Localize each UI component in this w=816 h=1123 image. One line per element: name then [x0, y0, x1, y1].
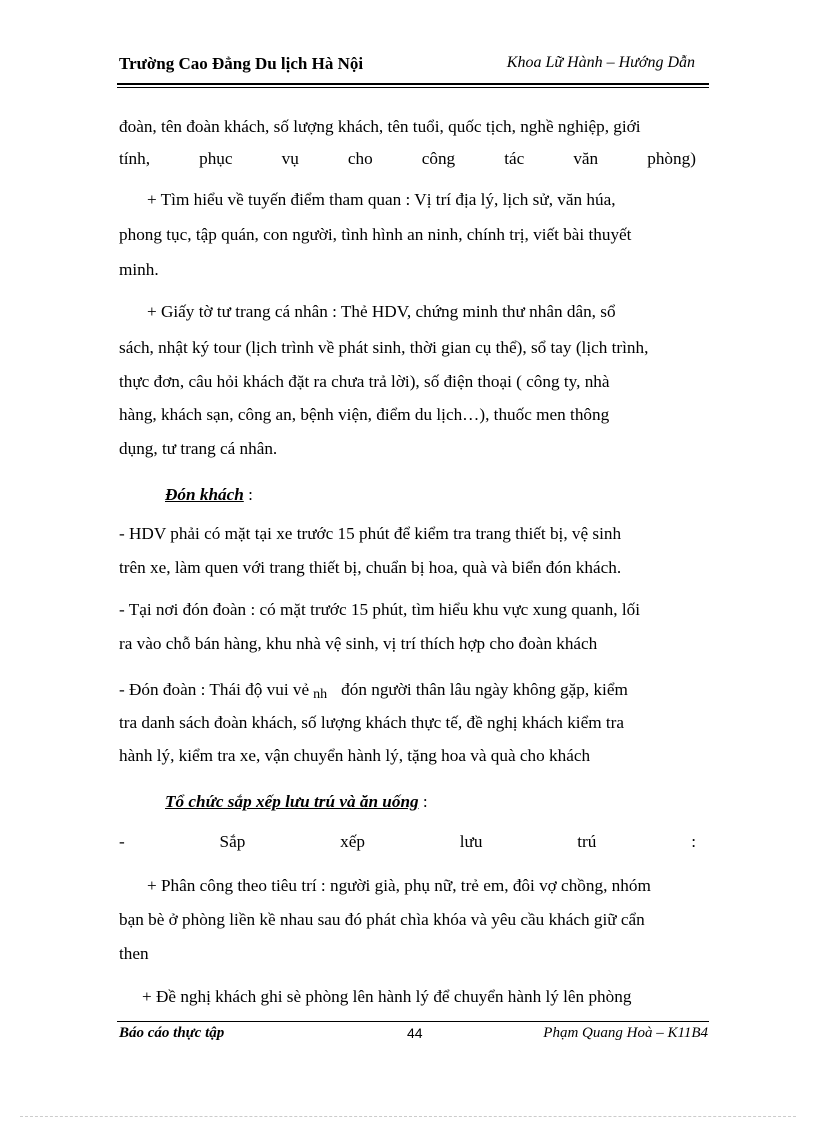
word: trú [577, 832, 597, 851]
word: phục [199, 149, 233, 168]
word: - [119, 832, 125, 851]
word: tính, [119, 149, 151, 168]
header-school-name: Trường Cao Đẳng Du lịch Hà Nội [119, 54, 364, 73]
p4-line1: - HDV phải có mặt tại xe trước 15 phút để kiểm tra trang thiết bị, vệ sinh [119, 524, 622, 543]
p6-line1-b: đón người thân lâu ngày không gặp, kiểm [341, 680, 628, 699]
footer-author: Phạm Quang Hoà – K11B4 [543, 1025, 708, 1041]
word: xếp [340, 832, 365, 851]
p7-line [119, 832, 696, 852]
heading-luu-tru-text: Tổ chức sắp xếp lưu trú và ăn uống [165, 792, 419, 811]
word: công [421, 149, 456, 168]
p5-line1: - Tại nơi đón đoàn : có mặt trước 15 phút, tìm hiểu khu vực xung quanh, lối [119, 600, 641, 619]
footer-report-title: Báo cáo thực tập [119, 1025, 225, 1041]
word: cho [347, 149, 373, 168]
p2-line2: phong tục, tập quán, con người, tình hình an ninh, chính trị, viết bài thuyết [119, 225, 632, 244]
p8-line2: bạn bè ở phòng liền kề nhau sau đó phát chìa khóa và yêu cầu khách giữ cẩn [119, 910, 645, 929]
word: tác [504, 149, 525, 168]
p6-line1 [119, 680, 628, 702]
p2-line3: minh. [119, 260, 159, 279]
p5-line2: ra vào chỗ bán hàng, khu nhà vệ sinh, vị trí thích hợp cho đoàn khách [119, 634, 598, 653]
heading-don-khach [165, 485, 253, 505]
heading-colon: : [243, 485, 253, 504]
heading-colon: : [418, 792, 428, 811]
p6-small-text: nh [313, 687, 328, 702]
heading-luu-tru [165, 792, 428, 812]
p1-line1: đoàn, tên đoàn khách, số lượng khách, tên tuổi, quốc tịch, nghề nghiệp, giới [119, 117, 641, 136]
p9-line1: + Đề nghị khách ghi sè phòng lên hành lý để chuyển hành lý lên phòng [142, 987, 632, 1006]
p3-line1: + Giấy tờ tư trang cá nhân : Thẻ HDV, chứng minh thư nhân dân, sổ [147, 302, 616, 321]
page-bottom-dashed-border [20, 1116, 796, 1117]
footer-page-number: 44 [407, 1025, 423, 1041]
p2-line1: + Tìm hiểu về tuyến điểm tham quan : Vị trí địa lý, lịch sử, văn húa, [147, 190, 616, 209]
word: Sắp [219, 832, 246, 851]
word: văn [573, 149, 599, 168]
word: lưu [459, 832, 483, 851]
footer-rule [117, 1021, 709, 1022]
p1-line2 [119, 149, 696, 169]
word: phòng) [647, 149, 696, 168]
p3-line4: hàng, khách sạn, công an, bệnh viện, điểm du lịch…), thuốc men thông [119, 405, 610, 424]
p3-line5: dụng, tư trang cá nhân. [119, 439, 278, 458]
header-department: Khoa Lữ Hành – Hướng Dẫn [506, 54, 695, 71]
p6-line3: hành lý, kiểm tra xe, vận chuyển hành lý, tặng hoa và quà cho khách [119, 746, 591, 765]
header-rule [117, 83, 709, 85]
p4-line2: trên xe, làm quen với trang thiết bị, chuẩn bị hoa, quà và biển đón khách. [119, 558, 622, 577]
word: : [691, 832, 696, 851]
p6-line2: tra danh sách đoàn khách, số lượng khách thực tế, đề nghị khách kiểm tra [119, 713, 624, 732]
heading-don-khach-text: Đón khách [165, 485, 244, 504]
header-rule-thin [117, 87, 709, 88]
p8-line3: then [119, 944, 149, 963]
p8-line1: + Phân công theo tiêu trí : người già, phụ nữ, trẻ em, đôi vợ chồng, nhóm [147, 876, 651, 895]
p3-line3: thực đơn, câu hỏi khách đặt ra chưa trả lời), số điện thoại ( công ty, nhà [119, 372, 610, 391]
p6-line1-a: - Đón đoàn : Thái độ vui vẻ [119, 680, 310, 699]
word: vụ [281, 149, 299, 168]
p3-line2: sách, nhật ký tour (lịch trình về phát sinh, thời gian cụ thể), sổ tay (lịch trình, [119, 338, 649, 357]
